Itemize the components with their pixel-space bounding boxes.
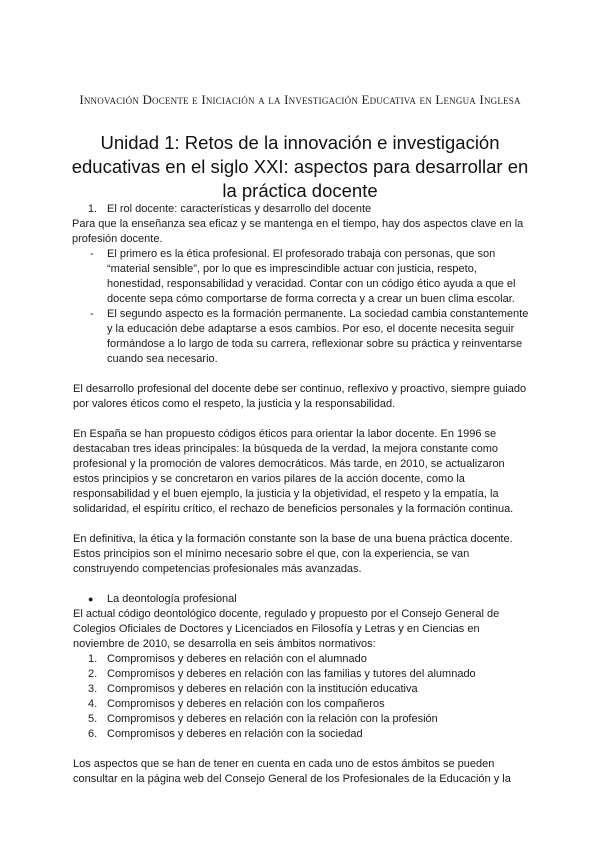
section-heading-text: La deontología profesional (107, 593, 237, 605)
document-body (73, 202, 533, 787)
section-heading-text: El rol docente: características y desarrollo del docente (107, 203, 372, 215)
section-intro: Para que la enseñanza sea eficaz y se mantenga en el tiempo, hay dos aspectos clave en la profesión docente. (72, 218, 524, 245)
paragraph: En España se han propuesto códigos éticos para orientar la labor docente. En 1996 se destacaban tres ideas principales: la búsqueda de la verdad, la mejora constante como profesional y la promoción de valores democráticos. Más tarde, en 2010, se actualizaron estos principios y se concretaron en varios pilares de la acción docente, como la responsabilidad y el buen ejemplo, la justicia y la objetividad, el respeto y la empatía, la solidaridad, el espíritu crítico, el rechazo de beneficios personales y la formación continua. (73, 428, 514, 515)
list-item (73, 712, 533, 727)
section-number: 1. (87, 203, 97, 215)
list-item (73, 682, 533, 697)
list-item (73, 727, 533, 742)
list-number: 1. (88, 653, 98, 665)
dash-marker: - (90, 248, 94, 260)
aspect-formacion: El segundo aspecto es la formación permanente. La sociedad cambia constantemente y la educación debe adaptarse a esos cambios. Por eso, el docente necesita seguir formándose a lo largo de toda su carrera, reflexionar sobre su práctica y reinventarse cuando sea necesario. (107, 308, 529, 365)
list-text: Compromisos y deberes en relación con el alumnado (107, 653, 367, 665)
list-text: Compromisos y deberes en relación con la sociedad (107, 728, 363, 740)
list-text: Compromisos y deberes en relación con la relación con la profesión (107, 713, 438, 725)
list-item (73, 247, 533, 307)
list-number: 3. (88, 683, 98, 695)
list-text: Compromisos y deberes en relación con las familias y tutores del alumnado (107, 668, 476, 680)
paragraph: El desarrollo profesional del docente debe ser continuo, reflexivo y proactivo, siempre guiado por valores éticos como el respeto, la justicia y la responsabilidad. (73, 383, 527, 410)
areas-list (73, 652, 533, 742)
list-item (73, 652, 533, 667)
list-number: 5. (88, 713, 98, 725)
list-number: 6. (88, 728, 98, 740)
section-intro: El actual código deontológico docente, regulado y propuesto por el Consejo General de Colegios Oficiales de Doctores y Licenciados en Filosofía y Letras y en Ciencias en noviembre de 2010, se desarrolla en seis ámbitos normativos: (73, 608, 500, 650)
section-heading-rol-docente (73, 202, 533, 217)
aspects-list (73, 247, 533, 367)
unit-title: Unidad 1: Retos de la innovación e investigación educativas en el siglo XXI: aspectos para desarrollar en la práctica docente (71, 132, 529, 201)
paragraph: En definitiva, la ética y la formación constante son la base de una buena práctica docente. Estos principios son el mínimo necesario sobre el que, con la experiencia, se van construyendo competencias profesionales más avanzadas. (73, 533, 513, 575)
list-item (73, 667, 533, 682)
section-heading-deontologia (73, 592, 533, 607)
running-header: Innovación Docente e Iniciación a la Investigación Educativa en Lengua Inglesa (79, 92, 521, 107)
paragraph: Los aspectos que se han de tener en cuenta en cada uno de estos ámbitos se pueden consultar en la página web del Consejo General de los Profesionales de la Educación y la (73, 758, 511, 785)
aspect-etica: El primero es la ética profesional. El profesorado trabaja con personas, que son “material sensible”, por lo que es imprescindible actuar con justicia, respeto, honestidad, responsabilidad y veracidad. Contar con un código ético ayuda a que el docente sepa cómo comportarse de forma correcta y a crear un buen clima escolar. (107, 248, 516, 305)
dash-marker: - (90, 308, 94, 320)
list-number: 2. (88, 668, 98, 680)
list-item (73, 697, 533, 712)
list-number: 4. (88, 698, 98, 710)
list-text: Compromisos y deberes en relación con la institución educativa (107, 683, 418, 695)
list-item (73, 307, 533, 367)
bullet-icon: ● (88, 594, 94, 604)
list-text: Compromisos y deberes en relación con los compañeros (107, 698, 385, 710)
